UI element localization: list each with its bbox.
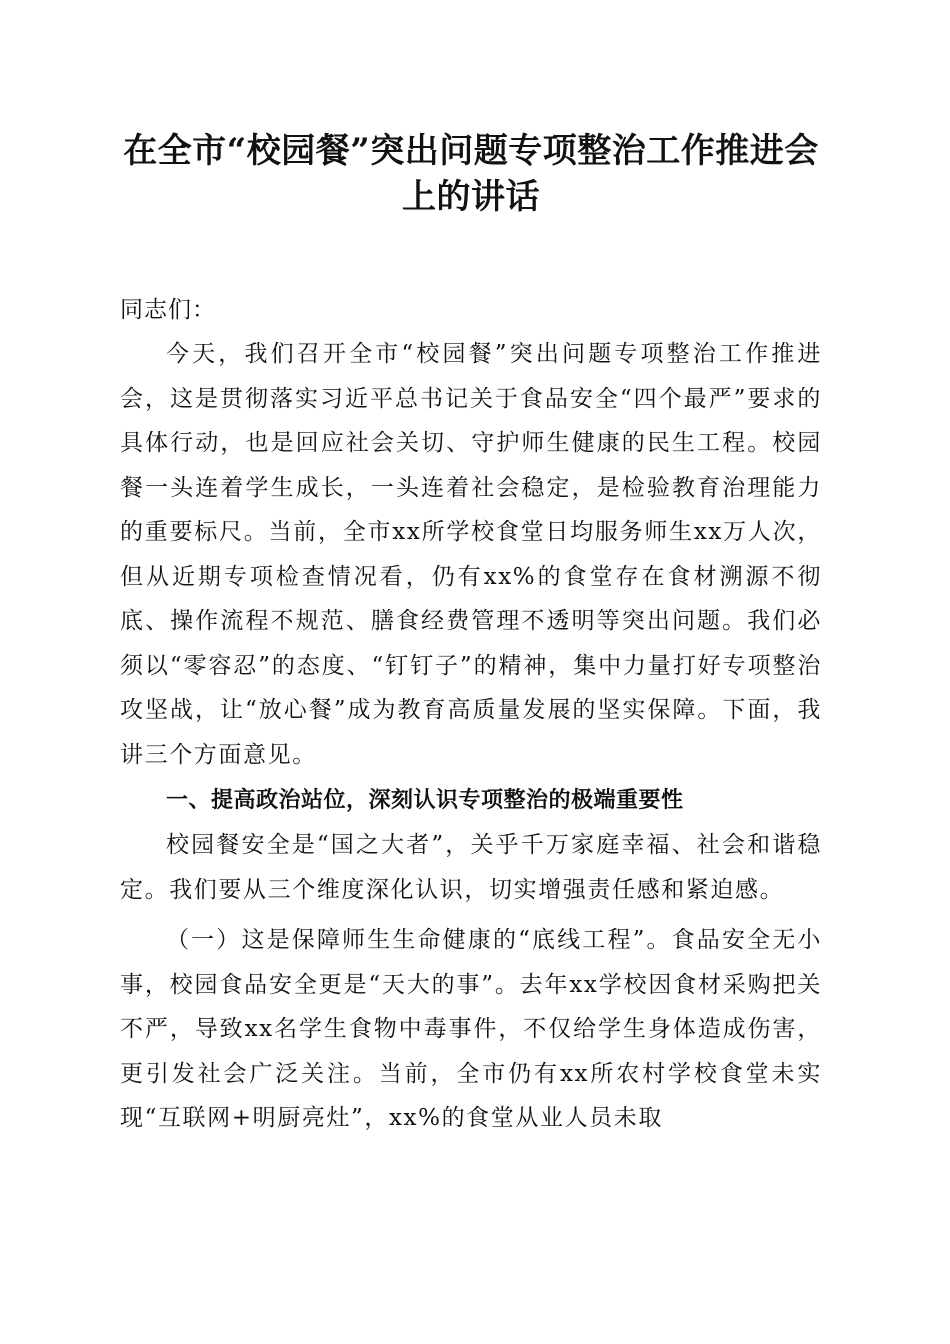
section-one-paragraph: 校园餐安全是“国之大者”，关乎千万家庭幸福、社会和谐稳定。我们要从三个维度深化认识，切实增强责任感和紧迫感。 bbox=[120, 832, 822, 903]
salutation: 同志们： bbox=[120, 297, 216, 323]
subsection-one-paragraph: （一）这是保障师生生命健康的“底线工程”。食品安全无小事，校园食品安全更是“天大的事”。去年xx学校因食材采购把关不严，导致xx名学生食物中毒事件，不仅给学生身体造成伤害，更引发社会广泛关注。当前，全市仍有xx所农村学校食堂未实现“互联网+明厨亮灶”，xx%的食堂从业人员未取 bbox=[120, 927, 822, 1131]
document-title: 在全市“校园餐”突出问题专项整治工作推进会上的讲话 bbox=[123, 131, 819, 217]
section-one-heading: 一、提高政治站位，深刻认识专项整治的极端重要性 bbox=[166, 788, 684, 813]
document-page bbox=[120, 128, 822, 1141]
intro-paragraph: 今天，我们召开全市“校园餐”突出问题专项整治工作推进会，这是贯彻落实习近平总书记关于食品安全“四个最严”要求的具体行动，也是回应社会关切、守护师生健康的民生工程。校园餐一头连着学生成长，一头连着社会稳定，是检验教育治理能力的重要标尺。当前，全市xx所学校食堂日均服务师生xx万人次，但从近期专项检查情况看，仍有xx%的食堂存在食材溯源不彻底、操作流程不规范、膳食经费管理不透明等突出问题。我们必须以“零容忍”的态度、“钉钉子”的精神，集中力量打好专项整治攻坚战，让“放心餐”成为教育高质量发展的坚实保障。下面，我讲三个方面意见。 bbox=[120, 341, 822, 768]
